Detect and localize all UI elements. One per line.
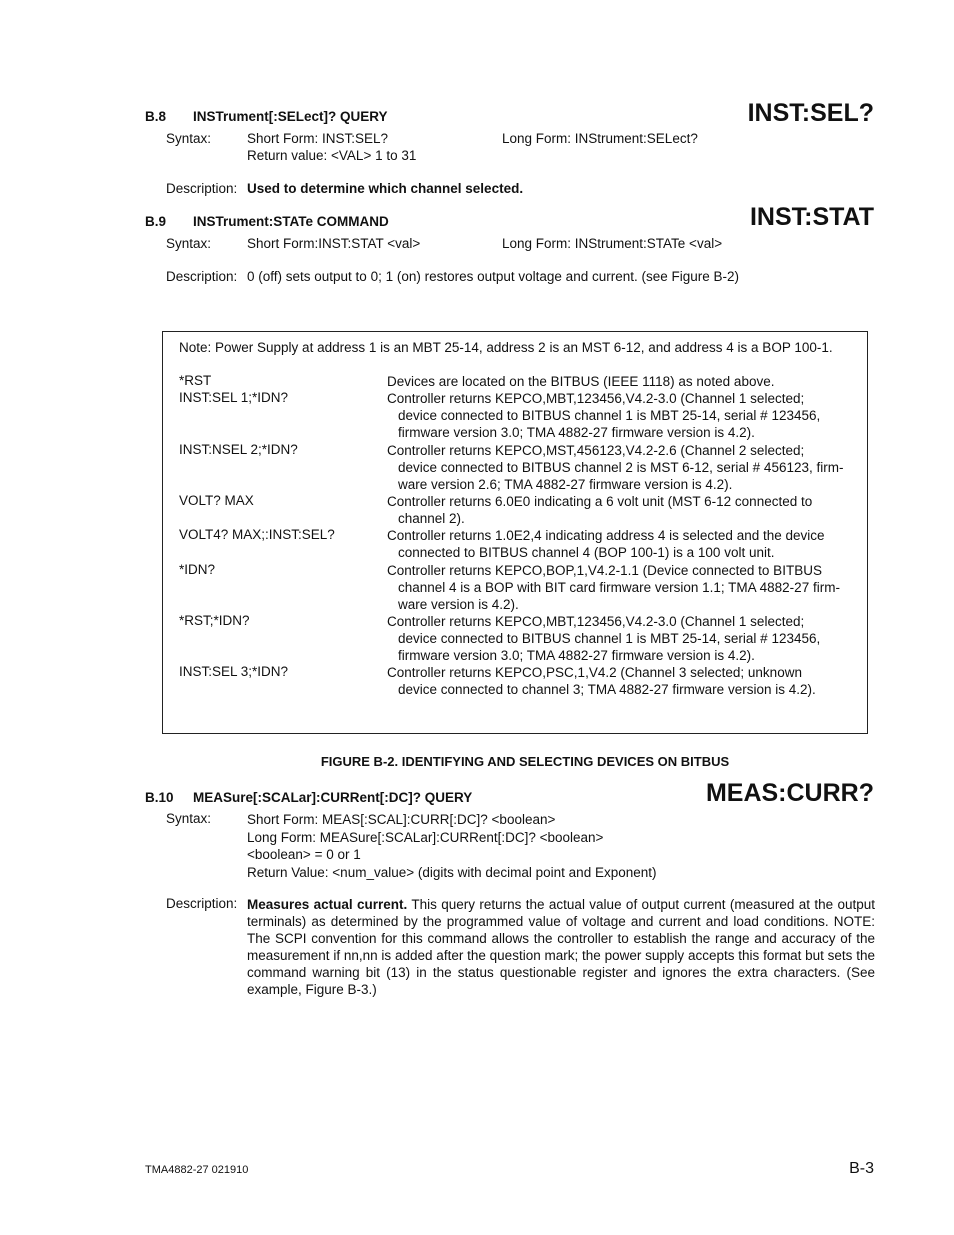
short-form: Short Form:INST:STAT <val>: [247, 236, 421, 251]
description-label: Description:: [166, 269, 238, 284]
figure-response: [387, 562, 862, 613]
section-number: B.9: [145, 214, 167, 229]
response-line: Controller returns KEPCO,PSC,1,V4.2 (Channel 3 selected; unknown: [387, 665, 802, 680]
syntax-label: Syntax:: [166, 131, 212, 146]
description-rest: This query returns the actual value of output current (measured at the output terminals) as determined by the programmed value of voltage and current and load conditions. NOTE: The SCPI convention for this command allows the controller to establish the range and accuracy of the measurement if nn,nn is added after the question mark; the power supply accepts this format but sets the command warning bit (13) in the status questionable register and ignores the extra characters. (See example, Figure B-3.): [247, 897, 875, 997]
return-value: Return Value: <num_value> (digits with decimal point and Exponent): [247, 864, 657, 880]
document-id: TMA4882-27 021910: [145, 1164, 249, 1176]
syntax-label: Syntax:: [166, 811, 212, 826]
response-line: channel 4 is a BOP with BIT card firmware version 1.1; TMA 4882-27 firm-: [398, 580, 840, 595]
section-b9-heading: [145, 214, 389, 229]
figure-command: VOLT4? MAX;:INST:SEL?: [179, 527, 335, 542]
section-b10-heading: [145, 790, 472, 805]
response-line: ware version 2.6; TMA 4882-27 firmware version is 4.2).: [398, 477, 733, 492]
section-b8-heading: [145, 109, 388, 124]
response-line: channel 2).: [398, 511, 465, 526]
description-text: Used to determine which channel selected.: [247, 181, 524, 196]
syntax-block: [247, 811, 657, 881]
description-bold: Measures actual current.: [247, 897, 408, 912]
figure-response: [387, 493, 862, 527]
description-text: 0 (off) sets output to 0; 1 (on) restores output voltage and current. (see Figure B-2): [247, 269, 740, 284]
figure-caption: FIGURE B-2. IDENTIFYING AND SELECTING DEVICES ON BITBUS: [320, 754, 730, 769]
command-title-inst-sel: INST:SEL?: [747, 99, 874, 127]
figure-response: [387, 664, 862, 698]
response-line: Controller returns KEPCO,MST,456123,V4.2-2.6 (Channel 2 selected;: [387, 443, 805, 458]
figure-command: VOLT? MAX: [179, 493, 254, 508]
long-form: Long Form: MEASure[:SCALar]:CURRent[:DC]? <boolean>: [247, 829, 604, 845]
response-line: Controller returns 1.0E2,4 indicating address 4 is selected and the device: [387, 528, 825, 543]
section-number: B.10: [145, 790, 174, 805]
figure-command: *RST: [179, 373, 212, 388]
page-number: B-3: [849, 1160, 874, 1177]
figure-response: [387, 390, 862, 441]
figure-response: [387, 527, 862, 561]
figure-response: [387, 613, 862, 664]
figure-command: *RST;*IDN?: [179, 613, 250, 628]
figure-command: *IDN?: [179, 562, 216, 577]
command-title-inst-stat: INST:STAT: [749, 203, 874, 231]
long-form: Long Form: INStrument:SELect?: [502, 131, 698, 146]
response-line: connected to BITBUS channel 4 (BOP 100-1) is a 100 volt unit.: [398, 545, 775, 560]
syntax-label: Syntax:: [166, 236, 212, 251]
long-form: Long Form: INStrument:STATe <val>: [502, 236, 723, 251]
response-line: Devices are located on the BITBUS (IEEE 1118) as noted above.: [387, 374, 775, 389]
description-label: Description:: [166, 181, 238, 196]
response-line: Controller returns KEPCO,BOP,1,V4.2-1.1 (Device connected to BITBUS: [387, 563, 822, 578]
response-line: ware version is 4.2).: [398, 597, 519, 612]
section-title: INSTrument[:SELect]? QUERY: [193, 109, 388, 124]
response-line: firmware version 3.0; TMA 4882-27 firmware version is 4.2).: [398, 648, 755, 663]
response-line: device connected to channel 3; TMA 4882-27 firmware version is 4.2).: [398, 682, 816, 697]
figure-response: [387, 442, 862, 493]
response-line: firmware version 3.0; TMA 4882-27 firmware version is 4.2).: [398, 425, 755, 440]
figure-command: INST:SEL 1;*IDN?: [179, 390, 289, 405]
response-line: device connected to BITBUS channel 1 is MBT 25-14, serial # 123456,: [398, 408, 821, 423]
return-value: Return value: <VAL> 1 to 31: [247, 148, 417, 163]
figure-command: INST:SEL 3;*IDN?: [179, 664, 289, 679]
description-label: Description:: [166, 896, 238, 911]
response-line: Controller returns 6.0E0 indicating a 6 volt unit (MST 6-12 connected to: [387, 494, 813, 509]
response-line: Controller returns KEPCO,MBT,123456,V4.2-3.0 (Channel 1 selected;: [387, 391, 805, 406]
response-line: Controller returns KEPCO,MBT,123456,V4.2-3.0 (Channel 1 selected;: [387, 614, 805, 629]
boolean-definition: <boolean> = 0 or 1: [247, 847, 361, 862]
figure-response: [387, 373, 862, 390]
figure-command: INST:NSEL 2;*IDN?: [179, 442, 298, 457]
section-title: INSTrument:STATe COMMAND: [193, 214, 389, 229]
figure-note: Note: Power Supply at address 1 is an MBT 25-14, address 2 is an MST 6-12, and address 4 is a BOP 100-1.: [179, 340, 833, 355]
description-text: [247, 896, 875, 998]
response-line: device connected to BITBUS channel 1 is MBT 25-14, serial # 123456,: [398, 631, 821, 646]
short-form: Short Form: MEAS[:SCAL]:CURR[:DC]? <boolean>: [247, 812, 556, 827]
section-title: MEASure[:SCALar]:CURRent[:DC]? QUERY: [193, 790, 473, 805]
response-line: device connected to BITBUS channel 2 is MST 6-12, serial # 456123, firm-: [398, 460, 844, 475]
short-form: Short Form: INST:SEL?: [247, 131, 389, 146]
section-number: B.8: [145, 109, 167, 124]
command-title-meas-curr: MEAS:CURR?: [705, 779, 874, 807]
